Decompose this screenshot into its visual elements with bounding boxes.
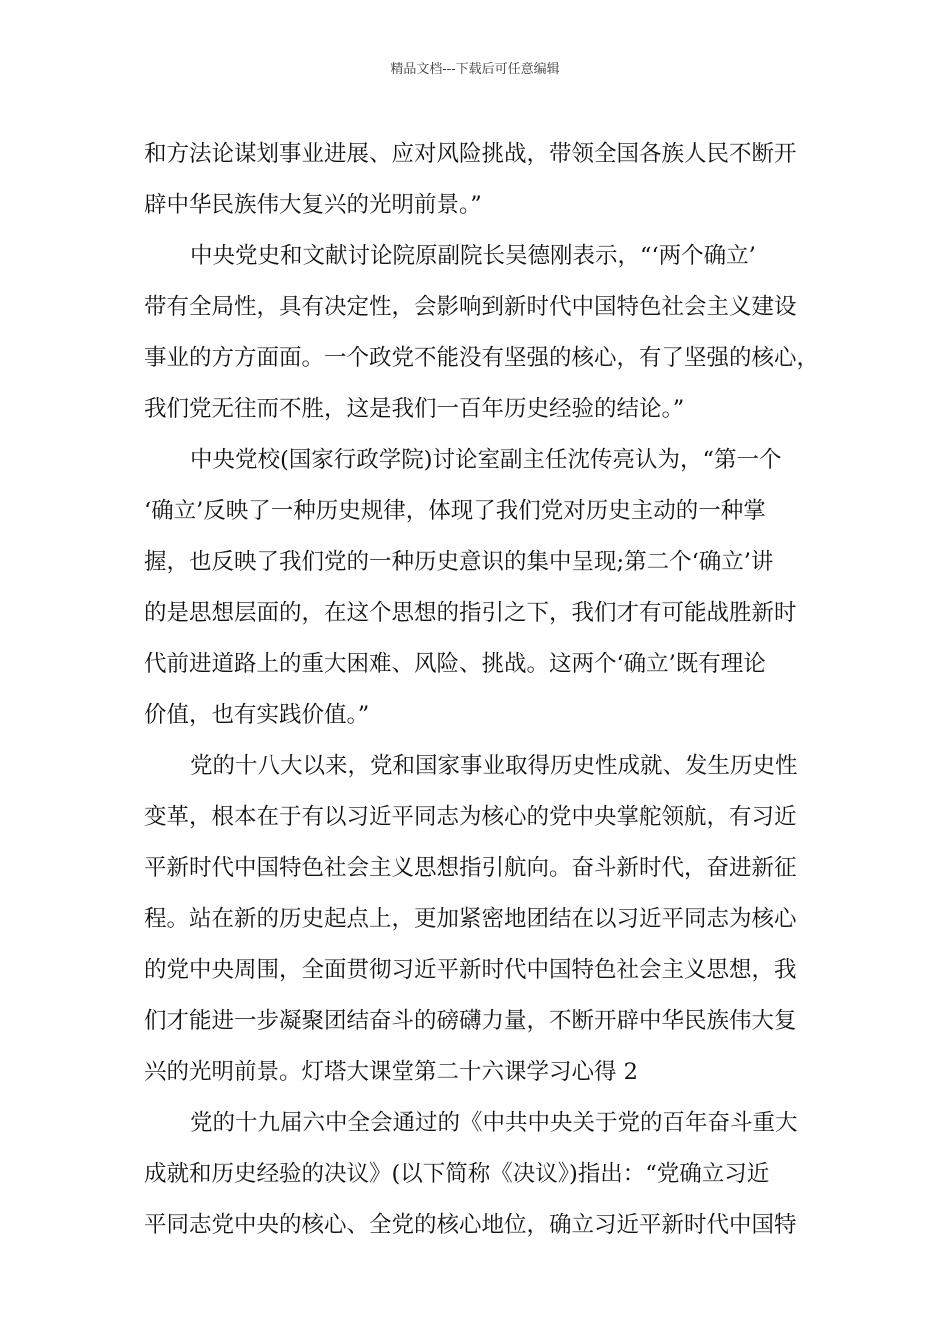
text-line: 代前进道路上的重大困难、风险、挑战。这两个‘确立’既有理论 <box>144 651 766 677</box>
paragraph-first-line: 中央党校(国家行政学院)讨论室副主任沈传亮认为，“第一个 <box>190 447 782 473</box>
text-line: 握，也反映了我们党的一种历史意识的集中呈现;第二个‘确立’讲 <box>144 549 774 575</box>
text-line: 带有全局性，具有决定性，会影响到新时代中国特色社会主义建设 <box>144 294 797 320</box>
text-line: 我们党无往而不胜，这是我们一百年历史经验的结论。” <box>144 396 685 422</box>
text-line: ‘确立’反映了一种历史规律，体现了我们党对历史主动的一种掌 <box>144 498 766 524</box>
text-line: 成就和历史经验的决议》(以下简称《决议》)指出：“党确立习近 <box>144 1161 770 1187</box>
text-line: 的是思想层面的，在这个思想的指引之下，我们才有可能战胜新时 <box>144 600 797 626</box>
text-line: 变革，根本在于有以习近平同志为核心的党中央掌舵领航，有习近 <box>144 804 797 830</box>
page-header: 精品文档---下载后可任意编辑 <box>390 62 560 77</box>
paragraph-first-line: 党的十八大以来，党和国家事业取得历史性成就、发生历史性 <box>190 753 798 779</box>
text-line: 兴的光明前景。灯塔大课堂第二十六课学习心得 2 <box>144 1059 638 1085</box>
text-line: 和方法论谋划事业进展、应对风险挑战，带领全国各族人民不断开 <box>144 141 797 167</box>
paragraph-first-line: 党的十九届六中全会通过的《中共中央关于党的百年奋斗重大 <box>190 1110 798 1136</box>
text-line: 平新时代中国特色社会主义思想指引航向。奋斗新时代，奋进新征 <box>144 855 797 881</box>
text-line: 的党中央周围，全面贯彻习近平新时代中国特色社会主义思想，我 <box>144 957 797 983</box>
text-line: 平同志党中央的核心、全党的核心地位，确立习近平新时代中国特 <box>144 1212 797 1238</box>
paragraph-first-line: 中央党史和文献讨论院原副院长吴德刚表示，“‘两个确立’ <box>190 243 756 269</box>
text-line: 事业的方方面面。一个政党不能没有坚强的核心，有了坚强的核心， <box>144 345 820 371</box>
text-line: 辟中华民族伟大复兴的光明前景。” <box>144 192 482 218</box>
text-line: 价值，也有实践价值。” <box>144 702 370 728</box>
text-line: 程。站在新的历史起点上，更加紧密地团结在以习近平同志为核心 <box>144 906 797 932</box>
text-line: 们才能进一步凝聚团结奋斗的磅礴力量，不断开辟中华民族伟大复 <box>144 1008 797 1034</box>
